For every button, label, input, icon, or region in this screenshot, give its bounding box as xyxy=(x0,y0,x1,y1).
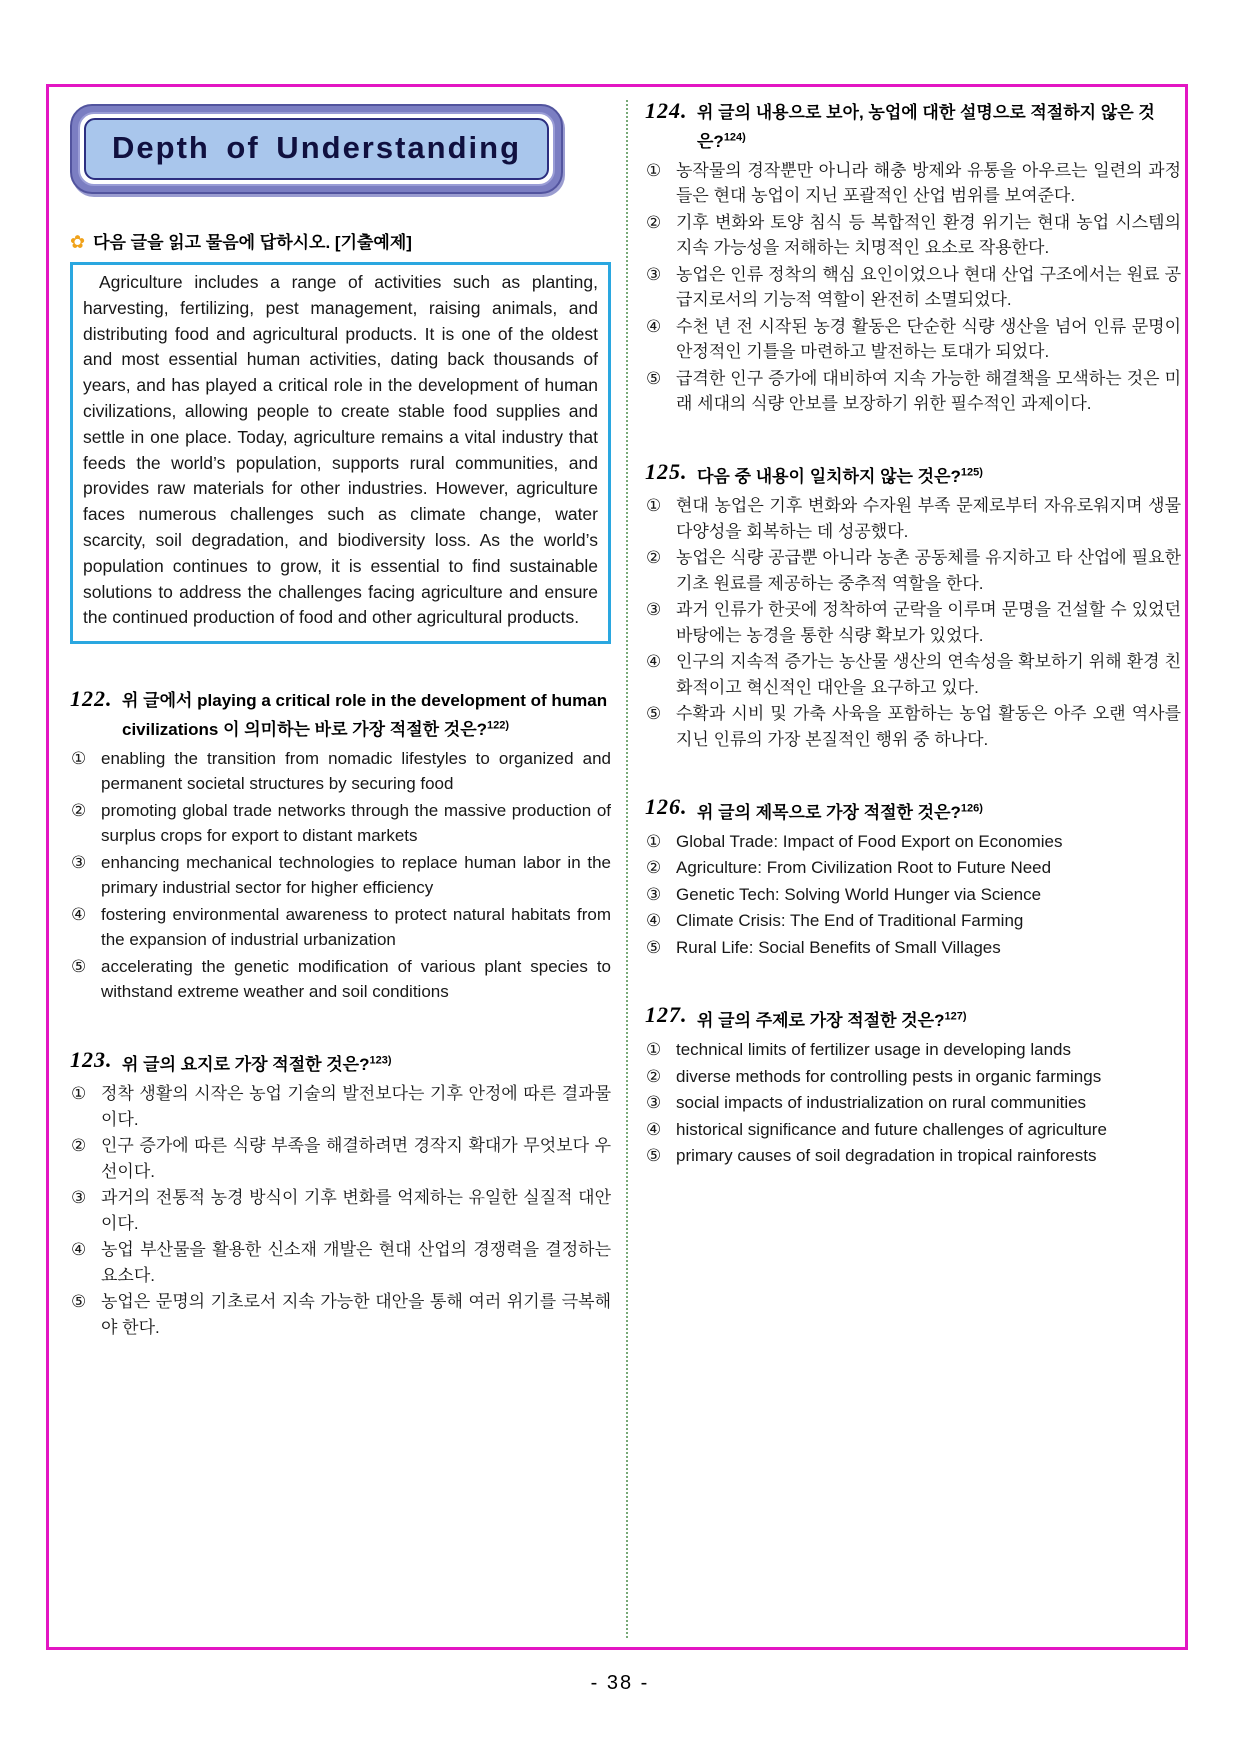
option-marker: ① xyxy=(646,831,662,851)
option-marker: ① xyxy=(646,1040,662,1060)
question-footnote: 123) xyxy=(369,1054,392,1067)
title-box-ring xyxy=(78,112,555,186)
option-marker: ② xyxy=(646,1066,662,1086)
option-text: 인구 증가에 따른 식량 부족을 해결하려면 경작지 확대가 무엇보다 우선이다. xyxy=(101,1136,611,1181)
question-126 xyxy=(645,796,1181,960)
option-text: 농작물의 경작뿐만 아니라 해충 방제와 유통을 아우르는 일련의 과정들은 현대 농업이 지닌 포괄적인 산업 범위를 보여준다. xyxy=(676,160,1181,206)
options-list xyxy=(645,493,1181,752)
option-text: historical significance and future challenges of agriculture xyxy=(676,1119,1107,1139)
option-text: 인구의 지속적 증가는 농산물 생산의 연속성을 확보하기 위해 환경 친화적이고 혁신적인 대안을 요구하고 있다. xyxy=(676,652,1181,697)
question-125 xyxy=(645,458,1181,753)
answer-option xyxy=(645,597,1181,648)
option-marker: ② xyxy=(646,212,662,232)
option-marker: ④ xyxy=(646,911,662,931)
question-number: 126. xyxy=(645,794,688,820)
option-marker: ③ xyxy=(71,852,87,872)
option-text: 수확과 시비 및 가축 사육을 포함하는 농업 활동은 아주 오랜 역사를 지닌 인류의 가장 본질적인 행위 중 하나다. xyxy=(676,704,1181,749)
right-column xyxy=(645,100,1181,1169)
option-marker: ① xyxy=(646,160,662,180)
option-text: social impacts of industrialization on rural communities xyxy=(676,1093,1087,1113)
option-text: Climate Crisis: The End of Traditional Farming xyxy=(676,911,1024,931)
instruction-text: 다음 글을 읽고 물음에 답하시오. [기출예제] xyxy=(93,233,412,252)
question-prompt: 위 글의 내용으로 보아, 농업에 대한 설명으로 적절하지 않은 것은?$^{124)}$ xyxy=(697,103,1155,151)
option-text: primary causes of soil degradation in tropical rainforests xyxy=(676,1146,1097,1166)
answer-option xyxy=(645,701,1181,752)
question-footnote: 126) xyxy=(960,802,983,815)
answer-option xyxy=(645,829,1181,855)
question-number: 127. xyxy=(645,1002,688,1028)
option-text: Rural Life: Social Benefits of Small Villages xyxy=(676,937,1001,957)
option-text: 기후 변화와 토양 침식 등 복합적인 환경 위기는 현대 농업 시스템의 지속 가능성을 저해하는 치명적인 요소로 작용한다. xyxy=(676,212,1181,258)
question-header xyxy=(645,1004,1181,1033)
answer-option xyxy=(70,1133,611,1184)
passage-box xyxy=(70,262,611,644)
answer-option xyxy=(70,1237,611,1288)
answer-option xyxy=(645,545,1181,596)
answer-option xyxy=(645,1090,1181,1116)
question-prompt: 위 글의 요지로 가장 적절한 것은?$^{123)}$ xyxy=(122,1054,392,1075)
option-marker: ⑤ xyxy=(646,1146,662,1166)
option-marker: ⑤ xyxy=(646,704,662,724)
answer-option xyxy=(70,798,611,849)
column-divider xyxy=(626,100,628,1638)
option-text: Genetic Tech: Solving World Hunger via Science xyxy=(676,884,1042,904)
option-text: fostering environmental awareness to protect natural habitats from the expansion of industrial urbanization xyxy=(101,904,611,950)
question-footnote: 125) xyxy=(960,466,983,479)
question-header xyxy=(70,1046,611,1078)
option-text: 정착 생활의 시작은 농업 기술의 발전보다는 기후 안정에 따른 결과물이다. xyxy=(101,1084,611,1129)
option-marker: ④ xyxy=(646,652,662,672)
option-text: 과거 인류가 한곳에 정착하여 군락을 이루며 문명을 건설할 수 있었던 바탕에는 농경을 통한 식량 확보가 있었다. xyxy=(676,600,1181,645)
instruction-line xyxy=(70,228,611,253)
answer-option xyxy=(645,493,1181,544)
options-list xyxy=(70,1081,611,1340)
option-text: 농업은 인류 정착의 핵심 요인이었으나 현대 산업 구조에서는 원료 공급지로서의 기능적 역할이 완전히 소멸되었다. xyxy=(676,264,1181,310)
option-text: Agriculture: From Civilization Root to Future Need xyxy=(676,858,1052,878)
option-text: diverse methods for controlling pests in organic farmings xyxy=(676,1066,1102,1086)
options-list xyxy=(645,158,1181,417)
answer-option xyxy=(645,1143,1181,1169)
answer-option xyxy=(645,935,1181,961)
option-marker: ③ xyxy=(646,264,662,284)
question-prompt: 다음 중 내용이 일치하지 않는 것은?$^{125)}$ xyxy=(697,466,983,487)
question-prompt: 위 글의 제목으로 가장 적절한 것은?$^{126)}$ xyxy=(697,802,983,822)
option-marker: ④ xyxy=(71,904,87,924)
option-marker: ③ xyxy=(646,1093,662,1113)
left-column xyxy=(70,104,611,1340)
answer-option xyxy=(70,1185,611,1236)
option-text: promoting global trade networks through the massive production of surplus crops for export to distant markets xyxy=(101,800,611,846)
answer-option xyxy=(645,882,1181,908)
option-text: 농업은 식량 공급뿐 아니라 농촌 공동체를 유지하고 타 산업에 필요한 기초 원료를 제공하는 중추적 역할을 한다. xyxy=(676,548,1181,593)
title-box-inner xyxy=(84,118,549,180)
option-text: 수천 년 전 시작된 농경 활동은 단순한 식량 생산을 넘어 인류 문명이 안정적인 기틀을 마련하고 발전하는 토대가 되었다. xyxy=(676,316,1181,362)
option-marker: ③ xyxy=(646,600,662,620)
options-list xyxy=(645,829,1181,961)
option-marker: ⑤ xyxy=(71,956,87,976)
option-marker: ② xyxy=(71,1136,87,1156)
option-text: accelerating the genetic modification of various plant species to withstand extreme weather and soil conditions xyxy=(101,956,611,1002)
option-text: enabling the transition from nomadic lifestyles to organized and permanent societal structures by securing food xyxy=(101,748,611,794)
option-marker: ③ xyxy=(646,884,662,904)
options-list xyxy=(70,746,611,1005)
option-marker: ③ xyxy=(71,1188,87,1208)
option-text: 현대 농업은 기후 변화와 수자원 부족 문제로부터 자유로워지며 생물 다양성을 회복하는 데 성공했다. xyxy=(676,496,1181,541)
question-footnote: 127) xyxy=(944,1010,967,1023)
answer-option xyxy=(645,314,1181,365)
title-box xyxy=(70,104,563,194)
answer-option xyxy=(645,1064,1181,1090)
flower-icon: ✿ xyxy=(70,232,86,252)
question-header xyxy=(645,100,1181,154)
option-text: technical limits of fertilizer usage in developing lands xyxy=(676,1040,1071,1060)
question-127 xyxy=(645,1004,1181,1168)
option-text: 농업은 문명의 기초로서 지속 가능한 대안을 통해 여러 위기를 극복해야 한다. xyxy=(101,1292,611,1337)
question-number: 122. xyxy=(70,686,113,712)
question-123 xyxy=(70,1046,611,1341)
option-text: enhancing mechanical technologies to replace human labor in the primary industrial sector for higher efficiency xyxy=(101,852,611,898)
answer-option xyxy=(70,850,611,901)
answer-option xyxy=(70,1289,611,1340)
answer-option xyxy=(645,1117,1181,1143)
answer-option xyxy=(645,366,1181,417)
question-number: 124. xyxy=(645,98,688,123)
passage-text: Agriculture includes a range of activities such as planting, harvesting, fertilizing, pest management, raising animals, and distributing food and agricultural products. It is one of the oldest and most essential human activities, dating back thousands of years, and has played a critical role in the development of human civilizations, allowing people to create stable food supplies and settle in one place. Today, agriculture remains a vital industry that feeds the world’s population, supports rural communities, and provides raw materials for other industries. However, agriculture faces numerous challenges such as climate change, water scarcity, soil degradation, and biodiversity loss. As the world’s population continues to grow, it is essential to find sustainable solutions to address the challenges facing agriculture and ensure the continued production of food and other agricultural products. xyxy=(83,272,598,628)
question-prompt: 위 글의 주제로 가장 적절한 것은?$^{127)}$ xyxy=(697,1010,967,1031)
answer-option xyxy=(645,262,1181,313)
option-marker: ④ xyxy=(71,1240,87,1260)
option-text: 농업 부산물을 활용한 신소재 개발은 현대 산업의 경쟁력을 결정하는 요소다. xyxy=(101,1240,611,1285)
answer-option xyxy=(70,954,611,1005)
answer-option xyxy=(645,855,1181,881)
question-122 xyxy=(70,688,611,1005)
option-marker: ⑤ xyxy=(71,1292,87,1312)
option-marker: ② xyxy=(646,858,662,878)
answer-option xyxy=(645,649,1181,700)
answer-option xyxy=(70,746,611,797)
page-number: - 38 - xyxy=(590,1672,650,1694)
question-number: 123. xyxy=(70,1046,113,1072)
option-text: 과거의 전통적 농경 방식이 기후 변화를 억제하는 유일한 실질적 대안이다. xyxy=(101,1188,611,1233)
question-header xyxy=(70,688,611,742)
option-marker: ① xyxy=(71,748,87,768)
option-text: 급격한 인구 증가에 대비하여 지속 가능한 해결책을 모색하는 것은 미래 세대의 식량 안보를 보장하기 위한 필수적인 과제이다. xyxy=(676,368,1181,414)
question-footnote: 122) xyxy=(487,719,510,732)
answer-option xyxy=(70,902,611,953)
question-header xyxy=(645,796,1181,825)
options-list xyxy=(645,1037,1181,1169)
option-marker: ② xyxy=(71,800,87,820)
option-marker: ① xyxy=(71,1084,87,1104)
page-title: Depth of Understanding xyxy=(112,130,522,165)
question-header xyxy=(645,458,1181,490)
option-marker: ⑤ xyxy=(646,368,662,388)
option-marker: ④ xyxy=(646,316,662,336)
answer-option xyxy=(70,1081,611,1132)
answer-option xyxy=(645,1037,1181,1063)
answer-option xyxy=(645,908,1181,934)
option-marker: ① xyxy=(646,496,662,516)
answer-option xyxy=(645,158,1181,209)
option-marker: ④ xyxy=(646,1119,662,1139)
question-footnote: 124) xyxy=(723,131,746,143)
option-text: Global Trade: Impact of Food Export on Economies xyxy=(676,831,1063,851)
question-prompt: 위 글에서 playing a critical role in the development of human civilizations 이 의미하는 바로 가장 적절한 것은?$^{122)}$ xyxy=(122,691,608,739)
question-124 xyxy=(645,100,1181,417)
option-marker: ⑤ xyxy=(646,937,662,957)
question-number: 125. xyxy=(645,458,688,484)
answer-option xyxy=(645,210,1181,261)
option-marker: ② xyxy=(646,548,662,568)
